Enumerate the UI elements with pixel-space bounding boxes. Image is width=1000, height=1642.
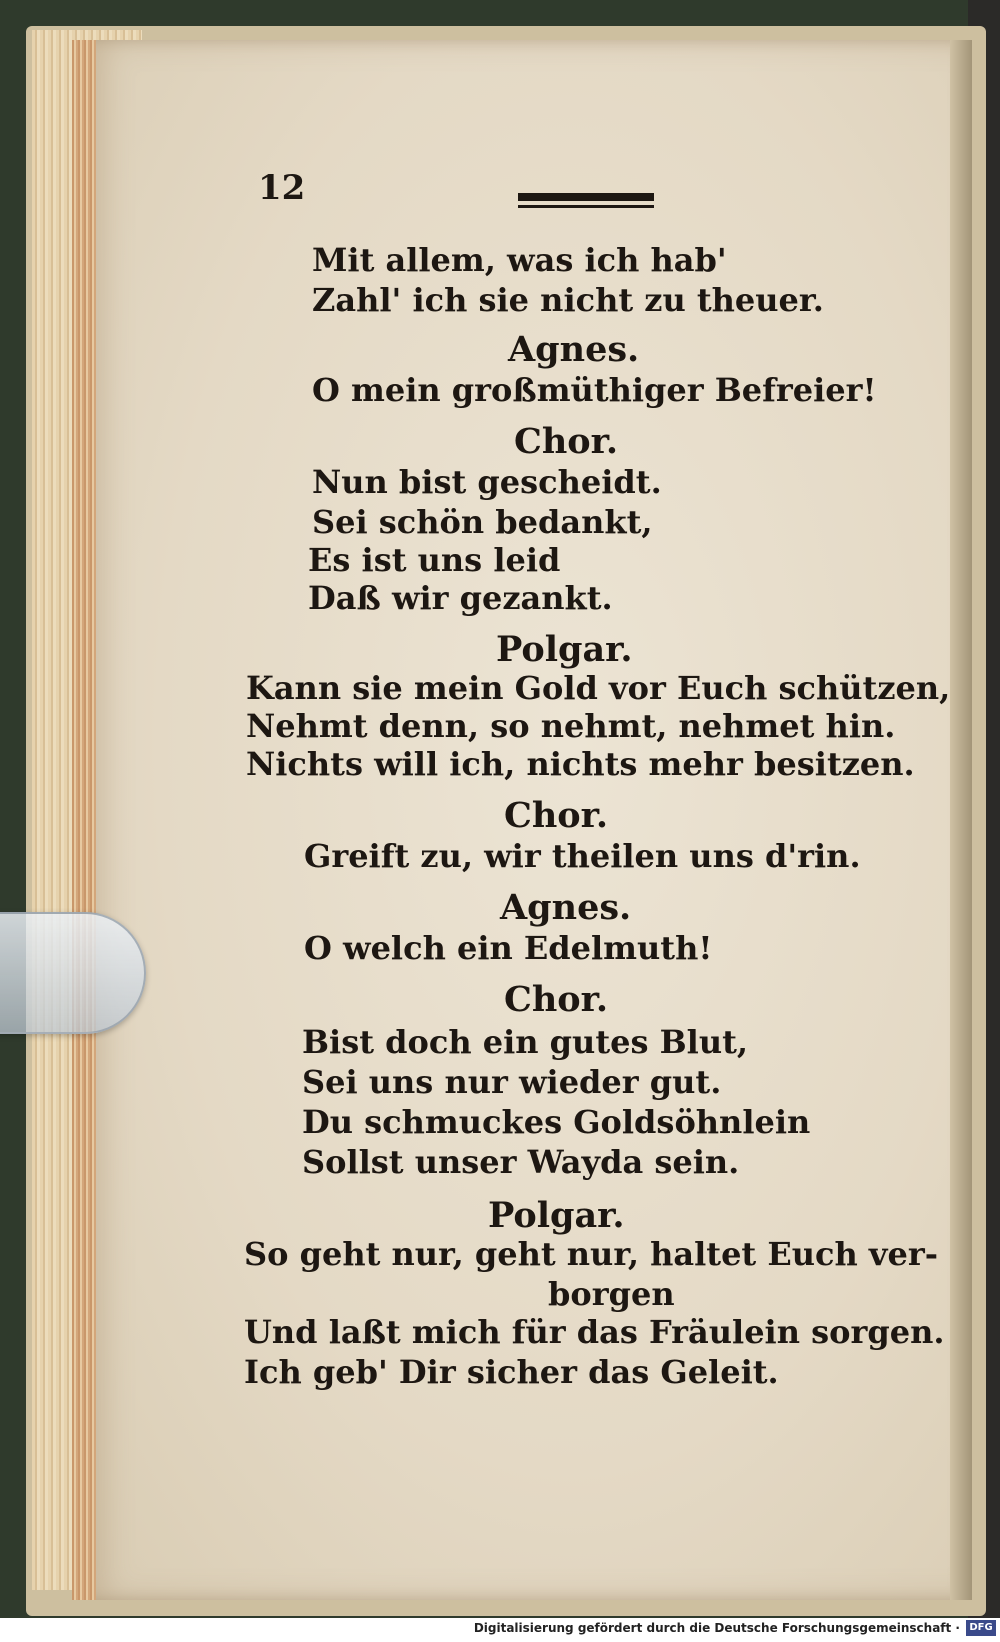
speaker-name: Chor.	[504, 979, 609, 1020]
page-gutter	[72, 40, 96, 1600]
verse-line: Bist doch ein gutes Blut,	[302, 1023, 748, 1061]
verse-line: Es ist uns leid	[308, 541, 561, 579]
verse-line: O mein großmüthiger Befreier!	[312, 371, 877, 409]
speaker-name: Chor.	[514, 421, 619, 462]
speaker-name: Agnes.	[500, 887, 632, 928]
verse-line: So geht nur, geht nur, haltet Euch ver-	[244, 1235, 938, 1273]
verse-line: Du schmuckes Goldsöhnlein	[302, 1103, 811, 1141]
verse-line: Ich geb' Dir sicher das Geleit.	[244, 1353, 779, 1391]
speaker-name: Agnes.	[508, 329, 640, 370]
verse-line: Daß wir gezankt.	[308, 579, 613, 617]
verse-line: Sei schön bedankt,	[312, 503, 653, 541]
page-number: 12	[258, 168, 306, 208]
verse-line: Sei uns nur wieder gut.	[302, 1063, 722, 1101]
verse-line: Nichts will ich, nichts mehr besitzen.	[246, 745, 915, 783]
verse-line: Sollst unser Wayda sein.	[302, 1143, 740, 1181]
verse-line: borgen	[548, 1275, 675, 1313]
verse-line: Zahl' ich sie nicht zu theuer.	[312, 281, 824, 319]
dfg-logo-icon: DFG	[966, 1620, 996, 1636]
verse-line: Nehmt denn, so nehmt, nehmet hin.	[246, 707, 896, 745]
verse-line: Nun bist gescheidt.	[312, 463, 662, 501]
speaker-name: Chor.	[504, 795, 609, 836]
verse-line: Kann sie mein Gold vor Euch schützen,	[246, 669, 951, 707]
page-clip	[0, 912, 146, 1034]
header-rule-thin	[518, 205, 654, 208]
verse-line: O welch ein Edelmuth!	[304, 929, 713, 967]
verse-line: Und laßt mich für das Fräulein sorgen.	[244, 1313, 945, 1351]
verse-line: Greift zu, wir theilen uns d'rin.	[304, 837, 861, 875]
footer-credit: Digitalisierung gefördert durch die Deutsche Forschungsgemeinschaft ·	[473, 1621, 960, 1635]
verse-line: Mit allem, was ich hab'	[312, 241, 727, 279]
header-rule	[518, 193, 654, 201]
speaker-name: Polgar.	[488, 1195, 625, 1236]
speaker-name: Polgar.	[496, 629, 633, 670]
page-right-edge	[950, 40, 972, 1600]
